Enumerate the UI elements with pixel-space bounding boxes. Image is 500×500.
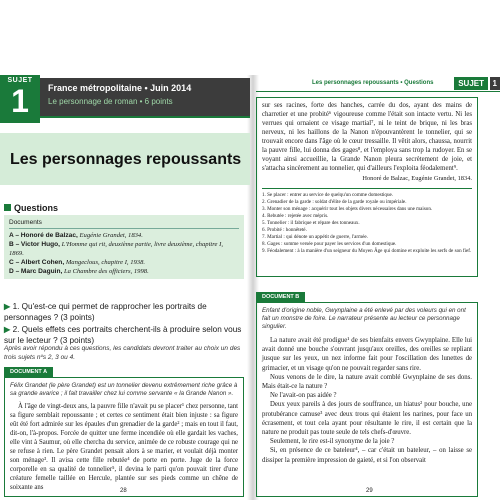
question-item: ▶ 2. Quels effets ces portraits cherchent-ils à produire selon vous sur le lecteur ? (3 points) xyxy=(4,325,242,345)
paragraph: Seulement, le rire est-il synonyme de la joie ? xyxy=(270,438,395,446)
paragraph: Nous venons de le dire, la nature avait comblé Gwynplaine de ses dons. Mais était-ce la nature ? xyxy=(262,373,472,391)
paragraph: La nature avait été prodigue¹ de ses bienfaits envers Gwynplaine. Elle lui avait donné une bouche s'ouvrant jusqu'aux oreilles, des oreilles se repliant jusque sur les yeux, un nez informe fait pour l'oscillation des lunettes de grimacier, et un visage qu'on ne pouvait regarder sans rire. xyxy=(262,337,472,372)
sujet-tab-label: SUJET xyxy=(454,77,488,90)
exam-header xyxy=(40,78,250,116)
document-b-text xyxy=(262,336,472,465)
question-item: ▶ 1. Qu'est-ce qui permet de rapprocher les portraits de personnages ? (3 points) xyxy=(4,302,207,322)
document-item: A – Honoré de Balzac, Eugénie Grandet, 1834. xyxy=(9,232,143,239)
document-a-source: Honoré de Balzac, Eugénie Grandet, 1834. xyxy=(362,175,472,182)
paragraph: Deux yeux pareils à des jours de souffrance, un hiatus² pour bouche, une protubérance camuse³ avec deux trous qui étaient les narines, pour face un écrasement, et tout cela ayant pour résultante le rire, il est certain que la nature ne produit pas toute seule de tels chefs-d'œuvre. xyxy=(262,401,472,437)
document-b-box xyxy=(256,302,478,497)
sujet-label: SUJET xyxy=(7,77,33,84)
document-a-text-cont: sur ses racines, forte des hanches, carrée du dos, ayant des mains de charretier et une probité⁶ vigoureuse comme l'était son intacte vertu. Ni les verrues qui ornaient ce visage martial⁷, ni le teint de brique, ni les bras nerveux, ni les haillons de la Nanon n'épouvantèrent le tonnelier, qui se trouvait encore dans l'âge où le cœur tressaille. Il vêtit alors, chaussa, nourrit la pauvre fille, lui donna des gages⁸, et l'employa sans trop la rudoyer. En se voyant ainsi accueillie, la Grande Nanon pleura secrètement de joie, et s'attacha sincèrement au tonnelier, qui d'ailleurs l'exploita féodalement⁹. xyxy=(262,102,472,172)
footnote: 7. Martial : qui dénote un appétit de guerre, l'armée. xyxy=(262,234,368,240)
document-a-text: À l'âge de vingt-deux ans, la pauvre fille n'avait pu se placer¹ chez personne, tant sa figure semblait repoussante ; et certes ce sentiment était bien injuste : sa figure eût été fort admirée sur les épaules d'un grenadier de la garde² ; mais en tout il faut, dit-on, l'à-propos. Forcée de quitter une ferme incendiée où elle gardait les vaches, elle vint à Saumur, où elle chercha du service, animée de ce robuste courage qui ne se refuse à rien. Le père Grandet pensait alors à se marier, et voulait déjà monter son ménage³. Il avisa cette fille rebutée⁴ de porte en porte. Juge de la force corporelle en sa qualité de tonnelier⁵, il devina le parti qu'on pouvait tirer d'une créature femelle taillée en Hercule, plantée sur ses pieds comme un chêne de soixante ans xyxy=(10,403,239,491)
footnote: 8. Gages : somme versée pour payer les services d'un domestique. xyxy=(262,241,397,247)
footnote: 3. Monter son ménage : acquérir tout les objets divers nécessaires dans une maison. xyxy=(262,206,433,212)
arrow-icon: ▶ xyxy=(4,325,11,334)
page-number-left: 28 xyxy=(120,488,127,494)
sujet-number: 1 xyxy=(11,83,29,119)
document-item: C – Albert Cohen, Mangeclous, chapitre I, 1938. xyxy=(9,259,146,266)
document-b-intro: Enfant d'origine noble, Gwynplaine a été enlevé par des voleurs qui en ont fait un monstre de foire. Le narrateur présente au lecteur ce personnage singulier. xyxy=(262,307,466,330)
document-a-box xyxy=(4,377,244,497)
paragraph: Si, en présence de ce bateleur⁴, – car c'était un bateleur, – on laisse se dissiper la première impression de gaieté, et si l'on observait xyxy=(262,447,472,464)
running-title: Les personnages repoussants • Questions xyxy=(312,80,434,86)
running-header xyxy=(256,79,500,91)
footnote: 2. Grenadier de la garde : soldat d'élite de la garde royale ou impériale. xyxy=(262,199,407,205)
square-bullet-icon xyxy=(4,204,11,211)
documents-heading: Documents xyxy=(9,218,239,229)
header-rule xyxy=(40,116,250,118)
sujet-tab-number: 1 xyxy=(490,77,500,90)
footnote: 9. Féodalement : à la manière d'un seigneur du Moyen Âge qui domine et exploite les serfs de son fief. xyxy=(262,248,472,254)
left-page xyxy=(0,75,250,500)
question-list xyxy=(4,301,246,347)
header-rule xyxy=(256,91,500,92)
instructions-text: Après avoir répondu à ces questions, les candidats devront traiter au choix un des trois sujets nºs 2, 3 ou 4. xyxy=(4,345,241,361)
document-b-label: DOCUMENT B xyxy=(256,292,305,302)
document-a-intro: Félix Grandet (le père Grandet) est un tonnelier devenu extrêmement riche grâce à sa grande avarice ; il fait travailler chez lui comme servante « la Grande Nanon ». xyxy=(10,382,238,397)
document-item: B – Victor Hugo, L'Homme qui rit, deuxième partie, livre deuxième, chapitre I, 1869. xyxy=(9,241,223,257)
sujet-badge xyxy=(0,75,40,123)
questions-heading: Questions xyxy=(4,203,58,213)
document-item: D – Marc Daguin, La Chambre des officiers, 1998. xyxy=(9,268,149,275)
right-page xyxy=(256,75,500,500)
exam-session: France métropolitaine • Juin 2014 xyxy=(48,83,192,93)
footnotes xyxy=(262,188,472,255)
paragraph: Ne l'avait-on pas aidée ? xyxy=(270,392,337,400)
document-a-label: DOCUMENT A xyxy=(4,367,53,377)
title-banner xyxy=(0,133,250,185)
footnote: 1. Se placer : entrer au service de quelqu'un comme domestique. xyxy=(262,192,394,198)
subject-line: Le personnage de roman • 6 points xyxy=(48,97,173,106)
document-a-continued xyxy=(256,97,478,277)
footnote: 6. Probité : honnêteté. xyxy=(262,227,307,233)
footnote: 5. Tonnelier : il fabrique et répare des tonneaux. xyxy=(262,220,360,226)
page-number-right: 29 xyxy=(366,488,373,494)
documents-box xyxy=(4,215,244,279)
footnote: 4. Rebutée : rejetée avec mépris. xyxy=(262,213,329,219)
page-title: Les personnages repoussants xyxy=(10,151,242,168)
arrow-icon: ▶ xyxy=(4,302,11,311)
